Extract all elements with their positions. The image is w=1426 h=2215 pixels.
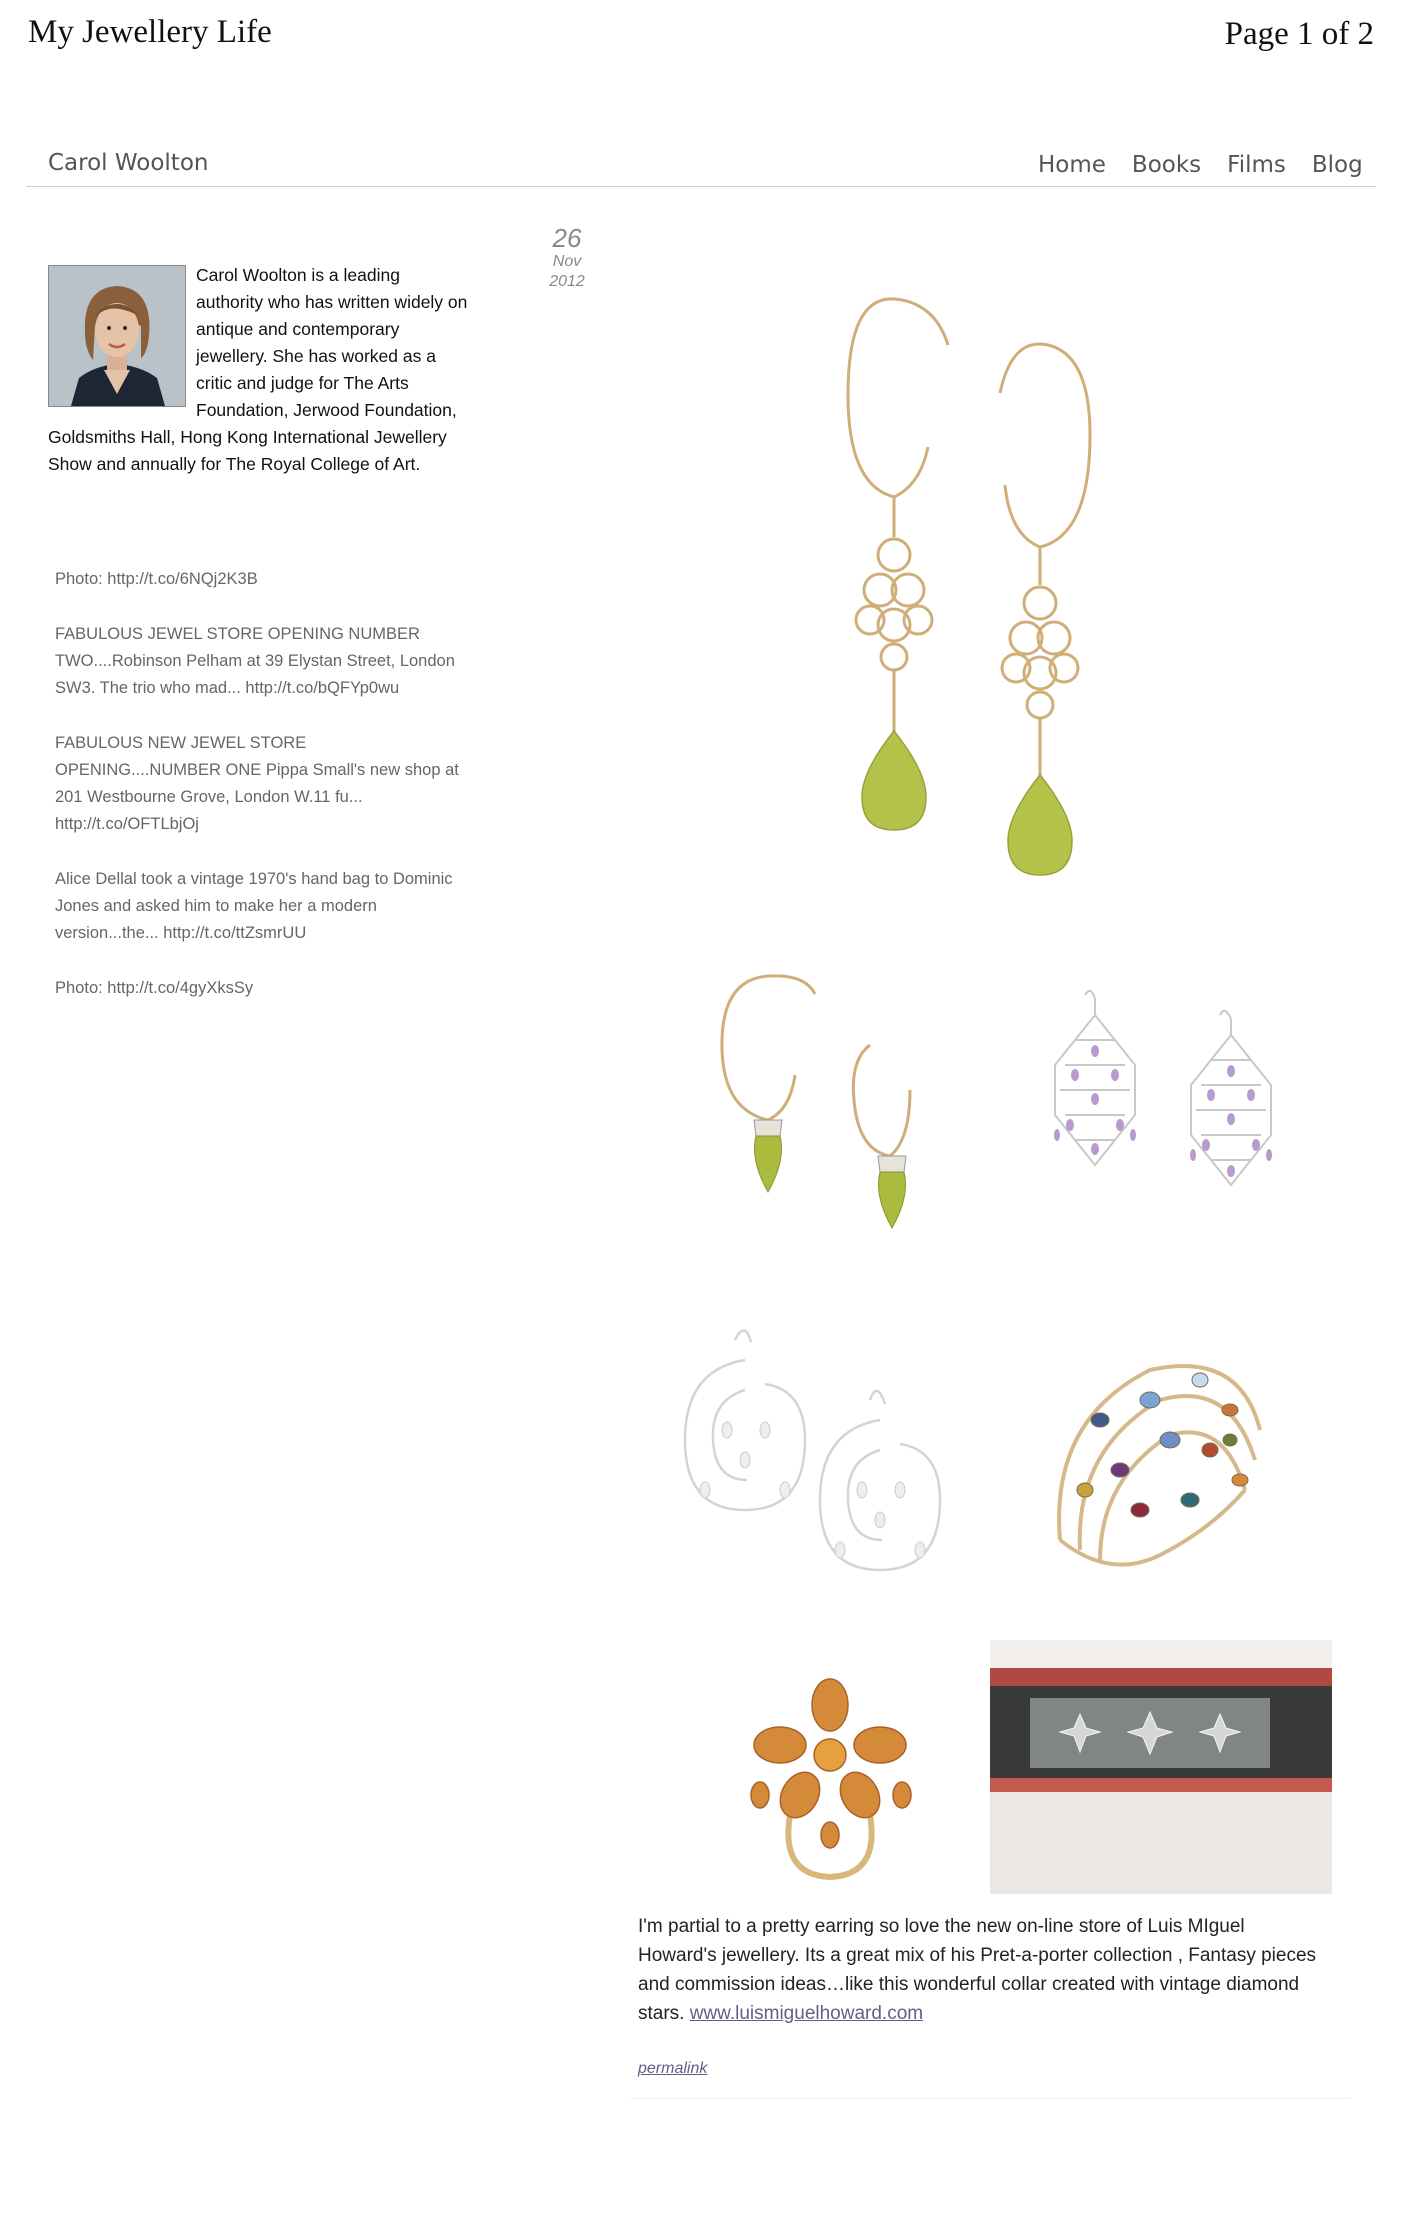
header-divider: [26, 186, 1376, 187]
tweet-item[interactable]: Alice Dellal took a vintage 1970's hand bag to Dominic Jones and asked him to make her a modern version...the... http://t.co/ttZsmrUU: [55, 870, 453, 942]
tweet-item[interactable]: FABULOUS NEW JEWEL STORE OPENING....NUMBER ONE Pippa Small's new shop at 201 Westbourne Grove, London W.11 fu... http://t.co/OFTLbjOj: [55, 734, 459, 833]
photo-diamond-star-collar: [990, 1640, 1332, 1894]
photo-white-spiral-earrings: [665, 1320, 955, 1610]
nav-books[interactable]: Books: [1131, 152, 1202, 178]
post-divider: [630, 2098, 1350, 2099]
store-link[interactable]: www.luismiguelhoward.com: [689, 2003, 924, 2024]
site-name[interactable]: Carol Woolton: [48, 150, 209, 176]
post-date-day: 26: [552, 223, 582, 253]
nav-blog[interactable]: Blog: [1311, 152, 1363, 178]
twitter-feed: [55, 566, 475, 1030]
print-page-number: Page 1 of 2: [1224, 16, 1374, 52]
post-caption-text: I'm partial to a pretty earring so love the new on-line store of Luis MIguel Howard's jewellery. Its a great mix of his Pret-a-porter collection , Fantasy pieces and commission ideas…like this wonderful collar created with vintage diamond stars.: [638, 1916, 1317, 2024]
post-date-month: Nov: [552, 253, 582, 270]
tweet-item[interactable]: Photo: http://t.co/4gyXksSy: [55, 979, 254, 997]
print-title: My Jewellery Life: [28, 14, 272, 50]
nav-bar: [1038, 152, 1363, 178]
author-bio: [48, 262, 468, 478]
photo-citrine-flower-ring: [730, 1665, 930, 1885]
post-caption: [638, 1912, 1318, 2028]
nav-films[interactable]: Films: [1227, 152, 1286, 178]
post-date: [540, 224, 594, 292]
photo-gemstone-cuff: [1040, 1340, 1280, 1590]
photo-hoop-knot-earrings: [800, 285, 1140, 885]
tweet-item[interactable]: Photo: http://t.co/6NQj2K3B: [55, 570, 258, 588]
bio-text: Carol Woolton is a leading authority who has written widely on antique and contemporary jewellery. She has worked as a critic and judge for The Arts Foundation, Jerwood Foundation, Goldsmiths Hall, Hong Kong International Jewellery Show and annually for The Royal College of Art.: [48, 265, 468, 474]
photo-peridot-acorn-hoops: [700, 960, 930, 1240]
nav-home[interactable]: Home: [1038, 152, 1106, 178]
photo-amethyst-chandelier-earrings: [1025, 985, 1315, 1235]
permalink-link[interactable]: permalink: [638, 2060, 708, 2077]
post-date-year: 2012: [549, 273, 585, 290]
tweet-item[interactable]: FABULOUS JEWEL STORE OPENING NUMBER TWO....Robinson Pelham at 39 Elystan Street, London SW3. The trio who mad... http://t.co/bQFYp0wu: [55, 625, 455, 697]
